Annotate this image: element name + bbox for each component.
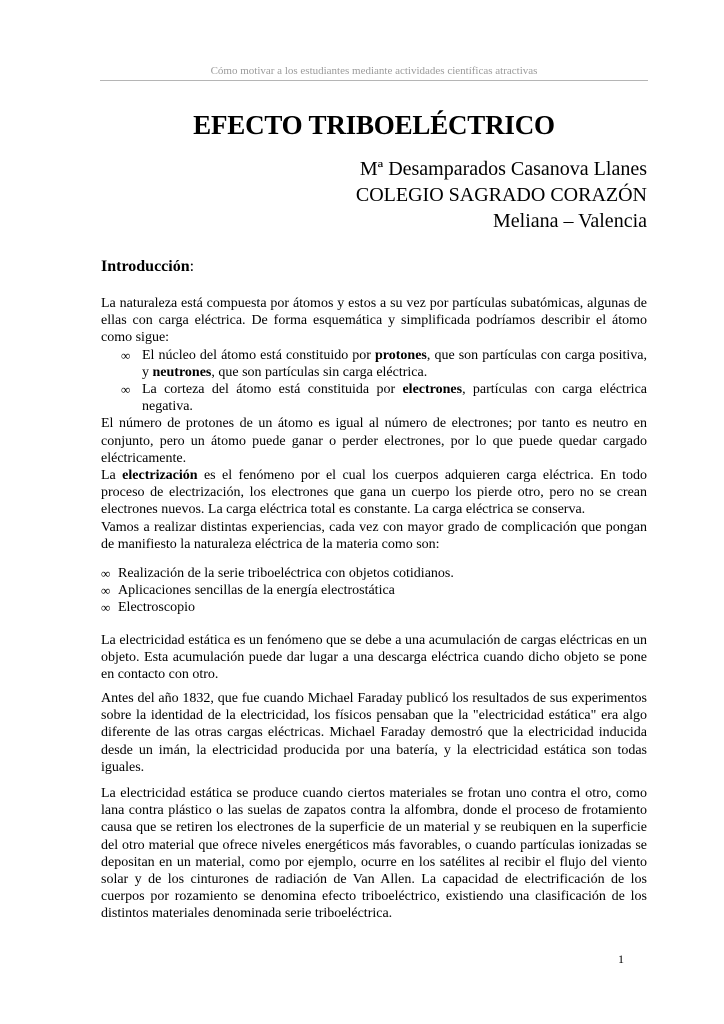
list-item: ∞ La corteza del átomo está constituida por electrones, partículas con carga eléctrica negativa. [121,382,647,415]
page-number: 1 [618,952,624,966]
faraday-block [101,690,647,776]
paragraph-electrizacion: La electrización es el fenómeno por el cual los cuerpos adquieren carga eléctrica. En todo proceso de electrización, los electrones que gana un cuerpo los pierde otro, pero no se crean electrones nuevos. La carga eléctrica total es constante. La carga eléctrica se conserva. [101,468,648,518]
header-rule [100,80,648,81]
institution-name: COLEGIO SAGRADO CORAZÓN [355,184,647,206]
paragraph-neutral-atom: El número de protones de un átomo es igual al número de electrones; por tanto es neutro en conjunto, pero un átomo puede ganar o perder electrones, por lo que puede quedar cargado eléctricamente. [101,416,647,466]
list-item: ∞ El núcleo del átomo está constituido por protones, que son partículas con carga positiva, y neutrones, que son partículas sin carga eléctrica. [121,347,647,380]
term-protones: protones [375,347,427,363]
list-item: ∞ Electroscopio [101,600,195,616]
author-block [356,156,647,234]
term-electrones: electrones [402,382,463,398]
static-electricity-block [101,632,647,684]
infinity-bullet-icon: ∞ [101,600,111,616]
term-electrizacion: electrización [122,468,198,484]
infinity-bullet-icon: ∞ [101,583,111,599]
heading-text: Introducción [101,258,190,275]
section-heading-introduccion [101,256,194,278]
paragraph-atoms: La naturaleza está compuesta por átomos y estos a su vez por partículas subatómicas, algunas de ellas con carga eléctrica. De forma esquemática y simplificada podríamos describir el átomo como sigue: [101,296,647,346]
experiences-block [101,565,647,617]
paragraph-static-definition: La electricidad estática es un fenómeno que se debe a una acumulación de cargas eléctricas en un objeto. Esta acumulación puede dar lugar a una descarga eléctrica cuando dicho objeto se pone en contacto con otro. [101,633,647,683]
list-item: ∞ Realización de la serie triboeléctrica con objetos cotidianos. [101,566,454,581]
page-header: Cómo motivar a los estudiantes mediante actividades científicas atractivas [210,65,538,77]
paragraph-faraday: Antes del año 1832, que fue cuando Michael Faraday publicó los resultados de sus experimentos sobre la identidad de la electricidad, los físicos pensaban que la "electricidad estática" era algo diferente de las otras cargas eléctricas. Michael Faraday demostró que la electricidad inducida desde un imán, la electricidad producida por una batería, y la electricidad estática son todas iguales. [101,691,647,775]
term-neutrones: neutrones [152,364,212,380]
intro-block [101,295,647,553]
paragraph-triboelectric: La electricidad estática se produce cuando ciertos materiales se frotan uno contra el otro, como lana contra plástico o las suelas de zapatos contra la alfombra, donde el proceso de frotamiento causa que se retiren los electrones de la superficie de un material y se reubiquen en la superficie del otro material que ofrece niveles energéticos más favorables, o cuando partículas ionizadas se depositan en un material, como por ejemplo, ocurre en los satélites al recibir el flujo del viento solar y de los cinturones de radiación de Van Allen. La capacidad de electrificación de los cuerpos por rozamiento se denomina efecto triboeléctrico, existiendo una clasificación de los distintos materiales denominada serie triboeléctrica. [101,786,647,922]
list-item: ∞ Aplicaciones sencillas de la energía electrostática [101,583,395,599]
author-name: Mª Desamparados Casanova Llanes [359,158,647,180]
atom-structure-list [101,347,647,416]
experiences-list [101,565,647,617]
location: Meliana – Valencia [492,210,647,232]
infinity-bullet-icon: ∞ [121,347,131,363]
heading-colon: : [189,258,195,275]
infinity-bullet-icon: ∞ [121,382,131,398]
paragraph-experiences-intro: Vamos a realizar distintas experiencias, cada vez con mayor grado de complicación que pongan de manifiesto la naturaleza eléctrica de la materia como son: [101,519,647,552]
triboelectric-block [101,785,647,923]
infinity-bullet-icon: ∞ [101,566,111,581]
document-title: EFECTO TRIBOELÉCTRICO [193,110,555,140]
